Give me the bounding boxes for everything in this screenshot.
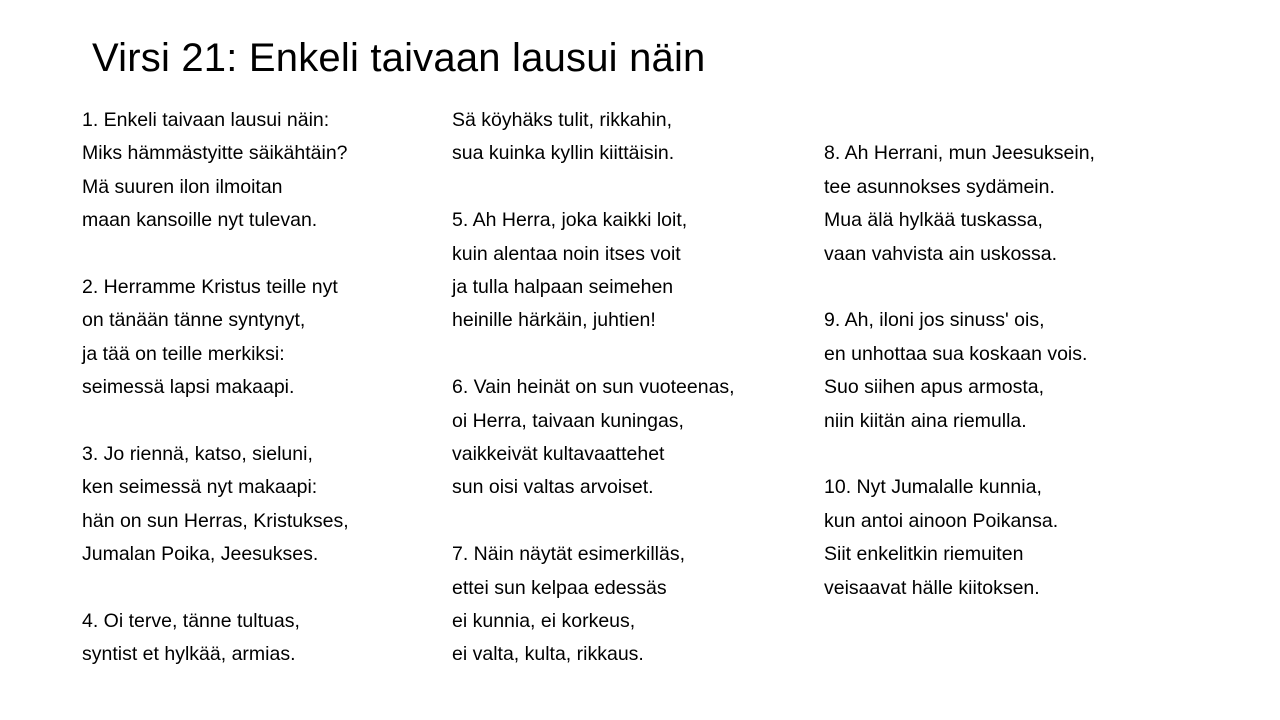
verse-line: 2. Herramme Kristus teille nyt (82, 276, 338, 299)
column-right (824, 104, 1224, 605)
verse-block (824, 137, 1224, 271)
column-left (82, 104, 432, 672)
verse-line: 3. Jo riennä, katso, sieluni, (82, 443, 313, 466)
verse-line: Mua älä hylkää tuskassa, (824, 209, 1043, 232)
verse-line: maan kansoille nyt tulevan. (82, 209, 318, 232)
verse-line: Suo siihen apus armosta, (824, 376, 1045, 399)
verse-block (82, 605, 432, 672)
verse-line: 9. Ah, iloni jos sinuss' ois, (824, 309, 1045, 332)
verse-line: oi Herra, taivaan kuningas, (452, 409, 684, 432)
verse-line: tee asunnokses sydämein. (824, 175, 1055, 198)
verse-line: Miks hämmästyitte säikähtäin? (82, 142, 348, 165)
verse-line: 6. Vain heinät on sun vuoteenas, (452, 376, 735, 399)
verse-line: on tänään tänne syntynyt, (82, 309, 306, 332)
verse-line: niin kiitän aina riemulla. (824, 409, 1027, 432)
verse-line: sun oisi valtas arvoiset. (452, 476, 654, 499)
verse-line: Jumalan Poika, Jeesukses. (82, 543, 319, 566)
verse-line: ei valta, kulta, rikkaus. (452, 643, 644, 666)
verse-line: 10. Nyt Jumalalle kunnia, (824, 476, 1042, 499)
verse-line: 8. Ah Herrani, mun Jeesuksein, (824, 142, 1095, 165)
verse-line: seimessä lapsi makaapi. (82, 376, 295, 399)
page-title: Virsi 21: Enkeli taivaan lausui näin (92, 36, 706, 80)
verse-block (452, 538, 802, 672)
verse-line: veisaavat hälle kiitoksen. (824, 576, 1040, 599)
verse-line: 1. Enkeli taivaan lausui näin: (82, 109, 330, 131)
verse-line: sua kuinka kyllin kiittäisin. (452, 142, 675, 165)
verse-line: syntist et hylkää, armias. (82, 643, 296, 666)
column-middle (452, 104, 802, 672)
verse-block (452, 204, 802, 338)
verse-block (82, 104, 432, 238)
verse-line: 5. Ah Herra, joka kaikki loit, (452, 209, 688, 232)
verse-line: heinille härkäin, juhtien! (452, 309, 656, 332)
verse-line: Sä köyhäks tulit, rikkahin, (452, 109, 673, 131)
verse-line: Mä suuren ilon ilmoitan (82, 175, 283, 198)
verse-line: hän on sun Herras, Kristukses, (82, 509, 349, 532)
verse-block (824, 471, 1224, 605)
verse-line: vaan vahvista ain uskossa. (824, 242, 1058, 265)
verse-block (824, 304, 1224, 438)
verse-line: Siit enkelitkin riemuiten (824, 543, 1024, 566)
verse-line: ja tää on teille merkiksi: (82, 342, 285, 365)
verse-line: ja tulla halpaan seimehen (452, 276, 674, 299)
verse-block (452, 371, 802, 505)
verse-block (452, 104, 802, 171)
spacer (824, 104, 1224, 137)
verse-line: en unhottaa sua koskaan vois. (824, 342, 1088, 365)
verse-line: 4. Oi terve, tänne tultuas, (82, 610, 300, 633)
verse-line: 7. Näin näytät esimerkilläs, (452, 543, 686, 566)
verse-line: ken seimessä nyt makaapi: (82, 476, 318, 499)
verse-line: ettei sun kelpaa edessäs (452, 576, 667, 599)
verse-block (82, 271, 432, 405)
verse-line: kuin alentaa noin itses voit (452, 242, 681, 265)
verse-line: kun antoi ainoon Poikansa. (824, 509, 1059, 532)
verse-line: ei kunnia, ei korkeus, (452, 610, 636, 633)
verse-block (82, 438, 432, 572)
verse-line: vaikkeivät kultavaattehet (452, 443, 665, 466)
